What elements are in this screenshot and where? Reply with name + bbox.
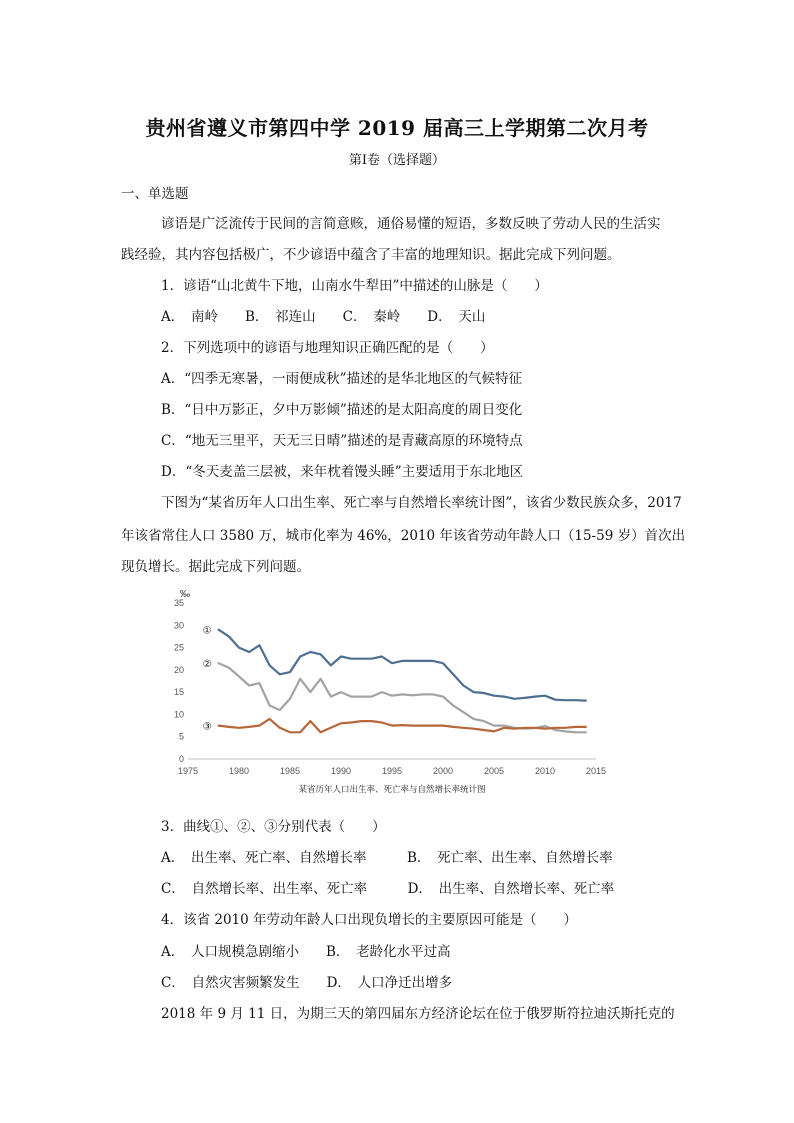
series-line-3 bbox=[219, 719, 586, 732]
question-2-option-c: C．“地无三里平，天无三日晴”描述的是青藏高原的环境特点 bbox=[161, 433, 523, 449]
y-tick-label: 15 bbox=[173, 687, 184, 698]
question-4-options-cd: C． 自然灾害频繁发生 D． 人口净迁出增多 bbox=[161, 975, 453, 991]
x-tick-label: 1985 bbox=[279, 766, 301, 776]
y-tick-label: 0 bbox=[178, 754, 184, 764]
question-3-options-ab: A． 出生率、死亡率、自然增长率 B． 死亡率、出生率、自然增长率 bbox=[161, 850, 613, 866]
y-tick-label: 20 bbox=[173, 664, 184, 675]
series-label-2: ② bbox=[202, 659, 212, 671]
y-tick-label: 25 bbox=[173, 642, 184, 653]
passage-2-line-2: 年该省常住人口 3580 万，城市化率为 46%，2010 年该省劳动年龄人口（15-59 岁）首次出 bbox=[121, 528, 686, 544]
series-line-1 bbox=[219, 630, 586, 701]
x-tick-label: 2010 bbox=[534, 766, 556, 776]
passage-3-line-1: 2018 年 9 月 11 日，为期三天的第四届东方经济论坛在位于俄罗斯符拉迪沃斯托克的 bbox=[161, 1006, 675, 1022]
y-axis-unit-label: ‰ bbox=[180, 589, 190, 600]
question-2-option-d: D．“冬天麦盖三层被，来年枕着馒头睡”主要适用于东北地区 bbox=[161, 464, 524, 480]
x-tick-label: 2015 bbox=[585, 766, 607, 776]
question-2-option-a: A．“四季无寒暑，一雨便成秋”描述的是华北地区的气候特征 bbox=[161, 371, 523, 387]
question-4-options-ab: A． 人口规模急剧缩小 B． 老龄化水平过高 bbox=[161, 944, 451, 960]
y-tick-label: 35 bbox=[173, 598, 184, 608]
y-tick-label: 5 bbox=[178, 731, 184, 742]
x-tick-label: 1980 bbox=[228, 766, 250, 776]
y-tick-label: 30 bbox=[173, 620, 184, 631]
document-title: 贵州省遵义市第四中学 2019 届高三上学期第二次月考 bbox=[145, 116, 649, 140]
chart-title: 某省历年人口出生率、死亡率与自然增长率统计图 bbox=[298, 784, 486, 794]
x-tick-label: 1995 bbox=[381, 766, 403, 776]
x-tick-label: 2005 bbox=[483, 766, 505, 776]
passage-1-line-2: 践经验，其内容包括极广，不少谚语中蕴含了丰富的地理知识。据此完成下列问题。 bbox=[121, 247, 621, 263]
passage-2-line-3: 现负增长。据此完成下列问题。 bbox=[121, 559, 310, 575]
x-tick-label: 1990 bbox=[330, 766, 352, 776]
question-3-options-cd: C． 自然增长率、出生率、死亡率 D． 出生率、自然增长率、死亡率 bbox=[161, 881, 615, 897]
question-3: 3．曲线①、②、③分别代表（ ） bbox=[161, 819, 386, 835]
question-2-option-b: B．“日中万影正，夕中万影倾”描述的是太阳高度的周日变化 bbox=[161, 402, 523, 418]
population-rate-chart bbox=[160, 585, 620, 800]
chart-svg bbox=[160, 585, 620, 800]
question-4: 4．该省 2010 年劳动年龄人口出现负增长的主要原因可能是（ ） bbox=[161, 912, 578, 928]
section-subtitle: 第Ⅰ卷（选择题） bbox=[348, 153, 446, 168]
question-1: 1．谚语“山北黄牛下地，山南水牛犁田”中描述的山脉是（ ） bbox=[161, 278, 548, 294]
section-heading: 一、单选题 bbox=[121, 186, 189, 202]
series-label-1: ① bbox=[202, 625, 212, 637]
passage-2-line-1: 下图为“某省历年人口出生率、死亡率与自然增长率统计图”，该省少数民族众多，2017 bbox=[161, 495, 682, 511]
question-2: 2．下列选项中的谚语与地理知识正确匹配的是（ ） bbox=[161, 340, 494, 356]
question-1-options: A． 南岭 B． 祁连山 C． 秦岭 D． 天山 bbox=[161, 309, 486, 325]
series-label-3: ③ bbox=[202, 721, 212, 733]
x-tick-label: 1975 bbox=[177, 766, 199, 776]
x-tick-label: 2000 bbox=[432, 766, 454, 776]
y-tick-label: 10 bbox=[173, 709, 184, 720]
passage-1-line-1: 谚语是广泛流传于民间的言简意赅，通俗易懂的短语，多数反映了劳动人民的生活实 bbox=[161, 216, 661, 232]
